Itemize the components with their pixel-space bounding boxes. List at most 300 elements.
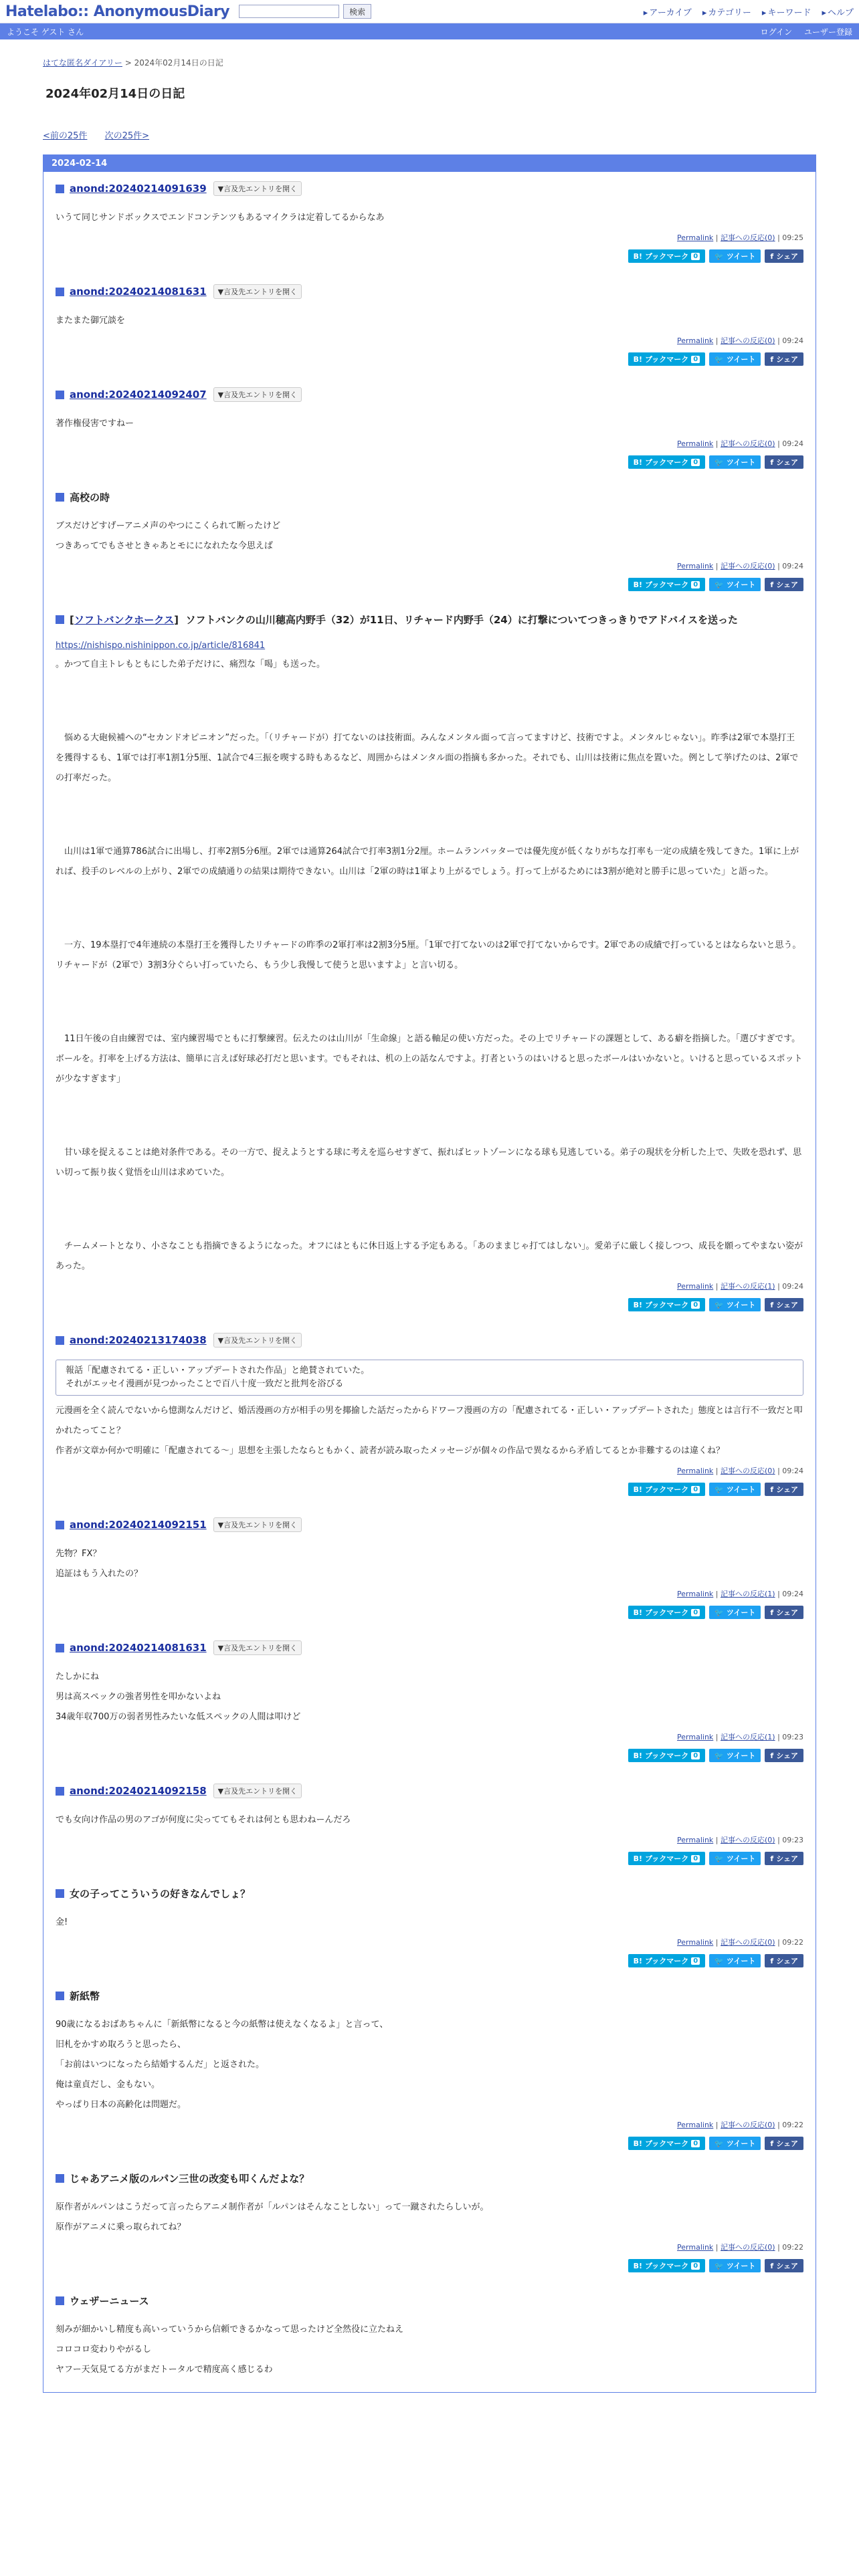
reactions-link[interactable]: 記事への反応(0) (721, 2121, 775, 2129)
entry-meta (56, 1281, 803, 1291)
entry-time: 09:22 (782, 1938, 803, 1947)
hatena-bookmark-button[interactable] (628, 2137, 706, 2150)
entry (43, 2284, 816, 2392)
facebook-share-button[interactable] (765, 1749, 803, 1762)
entry-title-link[interactable]: anond:20240213174038 (70, 1334, 207, 1346)
entry (43, 1508, 816, 1631)
entry-body (56, 1913, 803, 1933)
separator: | (775, 1282, 783, 1291)
bird-icon: 🐦 (714, 1854, 724, 1863)
hatena-b-icon: B! (633, 580, 643, 589)
page-title: 2024年02月14日の日記 (45, 87, 185, 101)
open-anchor-button[interactable]: ▼言及先エントリを開く (213, 181, 302, 196)
facebook-icon: f (770, 580, 774, 589)
entry (43, 2162, 816, 2284)
facebook-icon: f (770, 1854, 774, 1863)
facebook-share-button[interactable] (765, 249, 803, 263)
hatena-bookmark-button[interactable] (628, 578, 706, 591)
share-buttons (56, 2259, 803, 2272)
entry (43, 275, 816, 378)
register-link[interactable]: ユーザー登録 (803, 27, 852, 37)
body-line: つきあってでもさせときゃあとモにになれたな今思えば (56, 541, 273, 551)
entry-title (56, 1887, 803, 1901)
separator: | (713, 1938, 721, 1947)
entry-body (56, 311, 803, 331)
body-line: 原作者がルパンはこうだって言ったらアニメ制作者が「ルパンはそんなことしない」って一蹴されたらしいが。 (56, 2202, 489, 2212)
facebook-share-button[interactable] (765, 2137, 803, 2150)
bird-icon: 🐦 (714, 1300, 724, 1309)
bookmark-count: 0 (691, 1609, 700, 1616)
share-label: シェア (776, 458, 798, 467)
entry (43, 172, 816, 275)
arrow-right-icon: ▸ (702, 7, 707, 18)
entry-title (56, 1989, 803, 2003)
entry (43, 1877, 816, 1979)
day-section (43, 154, 816, 2393)
facebook-icon: f (770, 1956, 774, 1965)
nav-label: ヘルプ (827, 7, 854, 18)
tweet-label: ツイート (726, 2139, 756, 2148)
permalink[interactable]: Permalink (677, 2243, 714, 2252)
bird-icon: 🐦 (714, 2139, 724, 2148)
news-paragraph: 一方、19本塁打で4年連続の本塁打王を獲得したリチャードの昨季の2軍打率は2割3分5厘。「1軍で打てないのは2軍で打てないからです。2軍であの成績で打っているとはならないと思う。リチャードが（2軍で）3割3分ぐらい打っていたら、もう少し我慢して使うと思いますよ」と言い切る。 (56, 940, 801, 970)
tweet-button[interactable] (709, 1606, 761, 1619)
separator: | (713, 1282, 721, 1291)
body-line: 元漫画を全く読んでないから憶測なんだけど、婚活漫画の方が相手の男を揶揄した話だったからドワーフ漫画の方の「配慮されてる・正しい・アップデートされた」態度とは言行不一致だと叩かれたってこと？ (56, 1406, 803, 1436)
news-paragraph: 。かつて自主トレもともにした弟子だけに、痛烈な「喝」も送った。 (56, 659, 326, 669)
hatena-b-icon: B! (633, 1485, 643, 1494)
reactions-link[interactable]: 記事への反応(0) (721, 1938, 775, 1947)
tweet-button[interactable] (709, 1852, 761, 1865)
arrow-right-icon: ▸ (822, 7, 826, 18)
facebook-share-button[interactable] (765, 1606, 803, 1619)
site-logo[interactable]: Hatelabo:: AnonymousDiary (5, 3, 230, 20)
bird-icon: 🐦 (714, 251, 724, 261)
facebook-icon: f (770, 1300, 774, 1309)
tweet-button[interactable] (709, 1298, 761, 1311)
search-button[interactable]: 検索 (343, 4, 371, 19)
bird-icon: 🐦 (714, 1485, 724, 1494)
arrow-right-icon: ▸ (761, 7, 767, 18)
nav-keyword[interactable] (762, 5, 812, 18)
tweet-button[interactable] (709, 249, 761, 263)
search-input[interactable] (239, 5, 339, 18)
permalink[interactable]: Permalink (677, 1836, 714, 1844)
header (0, 0, 859, 23)
tweet-button[interactable] (709, 2137, 761, 2150)
body-line: やっぱり日本の高齢化は問題だ。 (56, 2100, 187, 2110)
entry-title-text: 新紙幣 (70, 1990, 100, 2002)
body-line: 金! (56, 1917, 68, 1927)
bookmark-count: 0 (691, 1855, 700, 1862)
entry-title-text: じゃあアニメ版のルパン三世の改変も叩くんだよな？ (70, 2173, 310, 2185)
nav-label: カテゴリー (708, 7, 751, 18)
entry-time: 09:25 (782, 233, 803, 242)
tweet-label: ツイート (726, 1485, 756, 1494)
nav-help[interactable] (822, 5, 854, 18)
tweet-label: ツイート (726, 580, 756, 589)
hatena-bookmark-button[interactable] (628, 1954, 706, 1967)
square-icon (56, 2174, 64, 2183)
bookmark-count: 0 (691, 253, 700, 260)
entry-time: 09:24 (782, 1590, 803, 1598)
breadcrumb-sep: > (122, 58, 134, 68)
square-icon (56, 1521, 64, 1529)
body-line: でも女向け作品の男のアゴが何度に尖っててもそれは何とも思わねーんだろ (56, 1815, 351, 1825)
breadcrumb-current: 2024年02月14日の日記 (134, 58, 223, 68)
share-buttons (56, 2137, 803, 2150)
share-label: シェア (776, 252, 798, 261)
body-line: いうて同じサンドボックスでエンドコンテンツもあるマイクラは定着してるからなあ (56, 213, 385, 223)
entry-meta (56, 1834, 803, 1845)
body-line: 作者が文章か何かで明確に「配慮されてる～」思想を主張したならともかく、読者が読み取ったメッセージが個々の作品で異なるから矛盾してるとか非難するのは違くね？ (56, 1446, 725, 1456)
permalink[interactable]: Permalink (677, 562, 714, 570)
tweet-button[interactable] (709, 455, 761, 469)
entry-title-link[interactable]: anond:20240214092158 (70, 1785, 207, 1797)
bird-icon: 🐦 (714, 457, 724, 467)
share-label: シェア (776, 1854, 798, 1863)
hatena-bookmark-button[interactable] (628, 1852, 706, 1865)
share-buttons (56, 249, 803, 263)
reactions-link[interactable]: 記事への反応(0) (721, 1836, 775, 1844)
permalink[interactable]: Permalink (677, 1467, 714, 1475)
entry-meta (56, 438, 803, 449)
facebook-icon: f (770, 251, 774, 261)
bookmark-count: 0 (691, 1486, 700, 1493)
facebook-share-button[interactable] (765, 1298, 803, 1311)
hatena-bookmark-button[interactable] (628, 1298, 706, 1311)
entry-title (56, 1640, 803, 1655)
tweet-label: ツイート (726, 355, 756, 364)
tweet-button[interactable] (709, 1954, 761, 1967)
bookmark-label: ブックマーク (645, 1485, 689, 1494)
entry-meta (56, 2119, 803, 2130)
open-anchor-button[interactable]: ▼言及先エントリを開く (213, 1640, 302, 1655)
hatena-bookmark-button[interactable] (628, 352, 706, 366)
entry-list (43, 172, 816, 603)
entry-body (56, 1360, 803, 1461)
entry-meta (56, 335, 803, 346)
user-bar (0, 23, 859, 39)
hatena-b-icon: B! (633, 457, 643, 467)
body-line: 34歳年収700万の弱者男性みたいな低スペックの人間は叩けど (56, 1712, 301, 1722)
entry-time: 09:22 (782, 2243, 803, 2252)
paragraph-gap (56, 1089, 803, 1143)
paragraph-gap (56, 788, 803, 842)
share-buttons (56, 455, 803, 469)
square-icon (56, 1336, 64, 1345)
entry-meta (56, 2242, 803, 2252)
entry-title (56, 490, 803, 504)
facebook-share-button[interactable] (765, 1954, 803, 1967)
reactions-link[interactable]: 記事への反応(1) (721, 1590, 775, 1598)
permalink[interactable]: Permalink (677, 439, 714, 448)
separator: | (713, 1733, 721, 1741)
share-label: シェア (776, 2139, 798, 2148)
facebook-icon: f (770, 2261, 774, 2270)
nav-archive[interactable] (644, 5, 692, 18)
facebook-icon: f (770, 1608, 774, 1617)
square-icon (56, 1787, 64, 1796)
share-label: シェア (776, 1751, 798, 1760)
separator: | (775, 562, 783, 570)
prev-page-link[interactable]: <前の25件 (43, 131, 88, 141)
entry-title-text: 女の子ってこういうの好きなんでしょ？ (70, 1888, 251, 1900)
paragraph-gap (56, 675, 803, 728)
entry (43, 1979, 816, 2162)
share-label: シェア (776, 580, 798, 589)
share-buttons (56, 1298, 803, 1311)
separator: | (775, 1590, 783, 1598)
facebook-share-button[interactable] (765, 2259, 803, 2272)
open-anchor-button[interactable]: ▼言及先エントリを開く (213, 1517, 302, 1532)
body-line: 旧札をかすめ取ろうと思ったら、 (56, 2040, 187, 2050)
entry-title-link[interactable]: anond:20240214092151 (70, 1519, 207, 1531)
next-page-link[interactable]: 次の25件> (104, 131, 150, 141)
tweet-label: ツイート (726, 458, 756, 467)
facebook-share-button[interactable] (765, 578, 803, 591)
tweet-label: ツイート (726, 1957, 756, 1965)
square-icon (56, 1644, 64, 1652)
entry (43, 481, 816, 603)
news-meta (56, 1281, 803, 1311)
body-line: 男は高スペックの強者男性を叩かないよね (56, 1692, 221, 1702)
permalink[interactable]: Permalink (677, 1590, 714, 1598)
permalink[interactable]: Permalink (677, 336, 714, 345)
share-buttons (56, 352, 803, 366)
hatena-bookmark-button[interactable] (628, 2259, 706, 2272)
day-header: 2024-02-14 (43, 155, 816, 172)
entry-body (56, 414, 803, 434)
entry-title-link[interactable]: anond:20240214092407 (70, 389, 207, 401)
entry (43, 1323, 816, 1508)
facebook-icon: f (770, 2139, 774, 2148)
pager (43, 128, 816, 141)
entry-time: 09:22 (782, 2121, 803, 2129)
bookmark-label: ブックマーク (645, 2139, 689, 2148)
tweet-label: ツイート (726, 1751, 756, 1760)
hatena-bookmark-button[interactable] (628, 249, 706, 263)
facebook-share-button[interactable] (765, 352, 803, 366)
paragraph-gap (56, 976, 803, 1029)
hatena-bookmark-button[interactable] (628, 1483, 706, 1496)
tweet-label: ツイート (726, 2262, 756, 2270)
news-paragraph: 山川は1軍で通算786試合に出場し、打率2割5分6厘。2軍では通算264試合で打率3割1分2厘。ホームランバッターでは優先度が低くなりがちな打率も一定の成績を残してきた。1軍に上がれば、投手のレベルの上がり、2軍での成績通りの結果は期待できない。山川は「2軍の時は1軍より上がるでしょう。打って上がるためには3割が絶対と勝手に思っていた」と語った。 (56, 847, 799, 877)
permalink[interactable]: Permalink (677, 1282, 714, 1291)
square-icon (56, 493, 64, 502)
paragraph-gap (56, 882, 803, 936)
hatena-b-icon: B! (633, 354, 643, 364)
body-line: 俺は童貞だし、金もない。 (56, 2080, 161, 2090)
arrow-right-icon: ▸ (643, 7, 648, 18)
facebook-share-button[interactable] (765, 1852, 803, 1865)
reactions-link[interactable]: 記事への反応(0) (721, 2243, 775, 2252)
entry-time: 09:24 (782, 439, 803, 448)
breadcrumb-home[interactable]: はてな匿名ダイアリー (43, 58, 122, 68)
reactions-link[interactable]: 記事への反応(1) (721, 1282, 775, 1291)
square-icon (56, 1889, 64, 1898)
share-buttons (56, 1606, 803, 1619)
bookmark-count: 0 (691, 356, 700, 363)
share-buttons (56, 578, 803, 591)
main-content (0, 39, 859, 2393)
facebook-share-button[interactable] (765, 1483, 803, 1496)
reactions-link[interactable]: 記事への反応(0) (721, 336, 775, 345)
bookmark-count: 0 (691, 1752, 700, 1759)
entry-title (56, 284, 803, 299)
open-anchor-button[interactable]: ▼言及先エントリを開く (213, 284, 302, 299)
bird-icon: 🐦 (714, 1956, 724, 1965)
entry-meta (56, 232, 803, 243)
nav-category[interactable] (702, 5, 751, 18)
entry-body (56, 208, 803, 228)
bookmark-count: 0 (691, 2140, 700, 2147)
entry-body (56, 637, 803, 1277)
square-icon (56, 185, 64, 193)
entry-title-link[interactable]: anond:20240214081631 (70, 286, 207, 298)
facebook-icon: f (770, 457, 774, 467)
bird-icon: 🐦 (714, 1608, 724, 1617)
facebook-icon: f (770, 354, 774, 364)
title-text: [ソフトバンクホークス] ソフトバンクの山川穂高内野手（32）が11日、リチャード内野手（24）に打撃についてつきっきりでアドバイスを送った (70, 614, 738, 626)
entry-title-link[interactable]: anond:20240214081631 (70, 1642, 207, 1654)
body-line: 刻みが細かいし精度も高いっていうから信頼できるかなって思ったけど全然役に立たねえ (56, 2325, 404, 2335)
entry-body (56, 2320, 803, 2380)
tweet-button[interactable] (709, 578, 761, 591)
square-icon (56, 288, 64, 296)
separator: | (713, 562, 721, 570)
tweet-button[interactable] (709, 2259, 761, 2272)
square-icon (56, 2296, 64, 2305)
tweet-label: ツイート (726, 1854, 756, 1863)
square-icon (56, 615, 64, 624)
tweet-button[interactable] (709, 352, 761, 366)
entry-time: 09:24 (782, 1467, 803, 1475)
share-buttons (56, 1954, 803, 1967)
separator: | (713, 1467, 721, 1475)
news-paragraphs (56, 655, 803, 1277)
entry-title (56, 1517, 803, 1532)
separator: | (713, 336, 721, 345)
news-entry (43, 603, 816, 1323)
nav-label: アーカイブ (649, 7, 692, 18)
bookmark-label: ブックマーク (645, 1751, 689, 1760)
headline: ソフトバンクの山川穂高内野手（32）が11日、リチャード内野手（24）に打撃についてつきっきりでアドバイスを送った (185, 614, 738, 626)
permalink[interactable]: Permalink (677, 2121, 714, 2129)
share-buttons (56, 1749, 803, 1762)
entry-title (56, 613, 803, 627)
hatena-b-icon: B! (633, 1751, 643, 1760)
separator: | (775, 1836, 783, 1844)
entry-body (56, 1667, 803, 1727)
bird-icon: 🐦 (714, 354, 724, 364)
hatena-bookmark-button[interactable] (628, 1749, 706, 1762)
square-icon (56, 391, 64, 399)
bookmark-label: ブックマーク (645, 1301, 689, 1309)
body-line: 原作がアニメに乗っ取られてね？ (56, 2222, 186, 2232)
news-paragraph: 悩める大砲候補への“セカンドオピニオン”だった。「（リチャードが）打てないのは技術面。みんなメンタル面って言ってますけど、技術ですよ。メンタルじゃない」。昨季は2軍で本塁打王を獲得するも、1軍では打率1割1分5厘、1試合で4三振を喫する時もあるなど、周囲からはメンタル面の指摘も多かった。それでも、山川は技術に焦点を置いた。例として挙げたのは、2軍での打率だった。 (56, 733, 799, 783)
share-label: シェア (776, 1957, 798, 1965)
entry-title (56, 2171, 803, 2185)
body-line: ヤフー天気見てる方がまだトータルで精度高く感じるわ (56, 2365, 273, 2375)
body-line: 「お前はいつになったら結婚するんだ」と返された。 (56, 2060, 265, 2070)
entry-title (56, 2294, 803, 2308)
quote-line: それがエッセイ漫画が見つかったことで百八十度一致だと批判を浴びる (66, 1379, 344, 1389)
hatena-b-icon: B! (633, 1854, 643, 1863)
entry-title-link[interactable]: anond:20240214091639 (70, 183, 207, 195)
entry-body (56, 2015, 803, 2115)
facebook-share-button[interactable] (765, 455, 803, 469)
entry-title-text: ウェザーニュース (70, 2295, 149, 2307)
hatena-b-icon: B! (633, 1956, 643, 1965)
news-paragraph: チームメートとなり、小さなことも指摘できるようになった。オフにはともに休日返上する予定もある。「あのままじゃ打てはしない」。愛弟子に厳しく接しつつ、成長を願ってやまない姿があった。 (56, 1241, 803, 1271)
hatena-b-icon: B! (633, 2261, 643, 2270)
bookmark-label: ブックマーク (645, 252, 689, 261)
share-buttons (56, 1483, 803, 1496)
body-line: コロコロ変わりやがるし (56, 2345, 152, 2355)
separator: | (713, 1590, 721, 1598)
top-nav (644, 5, 854, 18)
permalink[interactable]: Permalink (677, 1733, 714, 1741)
permalink[interactable]: Permalink (677, 1938, 714, 1947)
article-url[interactable]: https://nishispo.nishinippon.co.jp/article/816841 (56, 641, 266, 651)
body-line: またまた御冗談を (56, 316, 126, 326)
separator: | (713, 1836, 721, 1844)
entry-title (56, 387, 803, 402)
hatena-bookmark-button[interactable] (628, 1606, 706, 1619)
greeting: ようこそ ゲスト さん (7, 27, 84, 37)
bookmark-label: ブックマーク (645, 1608, 689, 1617)
open-anchor-button[interactable]: ▼言及先エントリを開く (213, 1784, 302, 1798)
bird-icon: 🐦 (714, 580, 724, 589)
tweet-button[interactable] (709, 1749, 761, 1762)
category-link[interactable]: ソフトバンクホークス (74, 614, 175, 626)
reactions-link[interactable]: 記事への反応(0) (721, 439, 775, 448)
hatena-bookmark-button[interactable] (628, 455, 706, 469)
reactions-link[interactable]: 記事への反応(0) (721, 562, 775, 570)
bird-icon: 🐦 (714, 1751, 724, 1760)
body-line: 追証はもう入れたの？ (56, 1569, 143, 1579)
entry-time: 09:24 (782, 1282, 803, 1291)
entry (43, 1631, 816, 1774)
tweet-button[interactable] (709, 1483, 761, 1496)
tweet-label: ツイート (726, 1301, 756, 1309)
separator: | (713, 2121, 721, 2129)
separator: | (775, 2243, 783, 2252)
entry-time: 09:23 (782, 1836, 803, 1844)
reactions-link[interactable]: 記事への反応(0) (721, 1467, 775, 1475)
open-anchor-button[interactable]: ▼言及先エントリを開く (213, 387, 302, 402)
entry-body (56, 2197, 803, 2238)
entry-body (56, 516, 803, 556)
body-line: 著作権侵害ですねー (56, 419, 134, 429)
entry-title-text: 高校の時 (70, 492, 110, 504)
permalink[interactable]: Permalink (677, 233, 714, 242)
reactions-link[interactable]: 記事への反応(0) (721, 233, 775, 242)
body-line: 先物？FX？ (56, 1549, 102, 1559)
entry-time: 09:24 (782, 562, 803, 570)
reactions-link[interactable]: 記事への反応(1) (721, 1733, 775, 1741)
share-label: シェア (776, 1485, 798, 1494)
share-label: シェア (776, 355, 798, 364)
news-paragraph: 甘い球を捉えることは絶対条件である。その一方で、捉えようとする球に考えを巡らせすぎて、振ればヒットゾーンになる球も見逃している。弟子の現状を分析した上で、失敗を恐れず、思い切って振り抜く覚悟を山川は求めていた。 (56, 1148, 802, 1178)
bird-icon: 🐦 (714, 2261, 724, 2270)
hatena-b-icon: B! (633, 2139, 643, 2148)
open-anchor-button[interactable]: ▼言及先エントリを開く (213, 1333, 302, 1348)
separator: | (775, 1733, 783, 1741)
login-link[interactable]: ログイン (760, 27, 792, 37)
bookmark-label: ブックマーク (645, 458, 689, 467)
